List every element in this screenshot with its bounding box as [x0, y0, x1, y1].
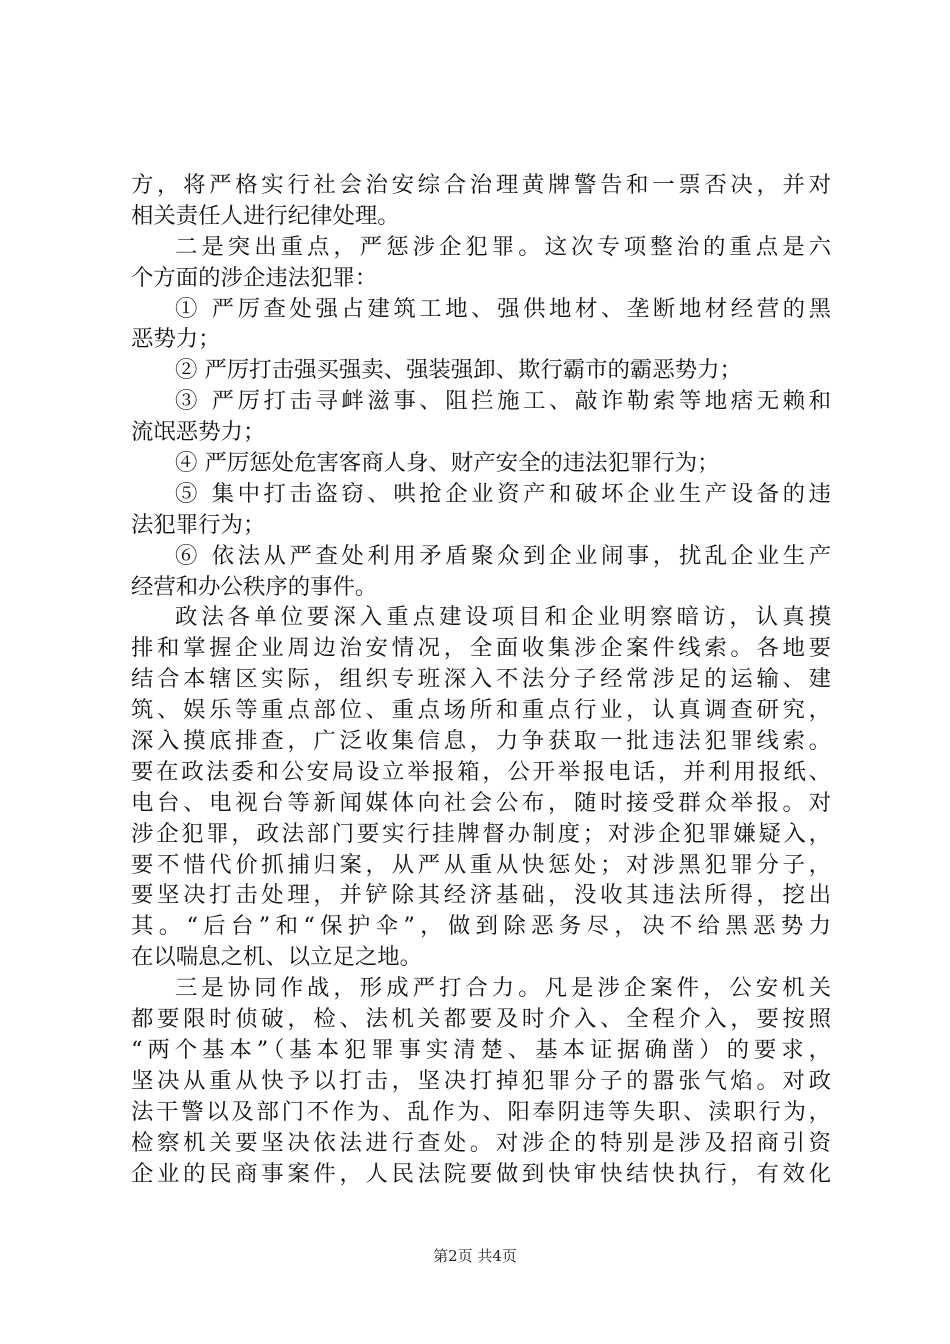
- text-line: 法干警以及部门不作为、乱作为、阳奉阴违等失职、渎职行为，: [131, 1098, 831, 1125]
- text-line: 其。“后台”和“保护伞”，做到除恶务尽，决不给黑恶势力: [131, 913, 831, 940]
- text-line: ⑥ 依法从严查处利用矛盾聚众到企业闹事，扰乱企业生产: [175, 542, 831, 569]
- text-line: 流氓恶势力；: [131, 419, 266, 446]
- text-line: 深入摸底排查，广泛收集信息，力争获取一批违法犯罪线索。: [131, 728, 831, 755]
- text-line: 个方面的涉企违法犯罪：: [131, 264, 378, 291]
- text-line: 政法各单位要深入重点建设项目和企业明察暗访，认真摸: [175, 604, 831, 631]
- text-line: 排和掌握企业周边治安情况，全面收集涉企案件线索。各地要: [131, 635, 831, 662]
- text-line: 二是突出重点，严惩涉企犯罪。这次专项整治的重点是六: [175, 233, 831, 260]
- text-line: 经营和办公秩序的事件。: [131, 573, 378, 600]
- text-line: 企业的民商事案件，人民法院要做到快审快结快执行，有效化: [131, 1160, 831, 1187]
- page-footer: 第2页 共4页: [433, 1247, 517, 1265]
- text-line: 坚决从重从快予以打击，坚决打掉犯罪分子的嚣张气焰。对政: [131, 1067, 831, 1094]
- text-line: 要坚决打击处理，并铲除其经济基础，没收其违法所得，挖出: [131, 882, 831, 909]
- text-line: 恶势力；: [131, 326, 221, 353]
- text-line: ③ 严厉打击寻衅滋事、阻拦施工、敲诈勒索等地痞无赖和: [175, 388, 831, 415]
- text-line: ⑤ 集中打击盗窃、哄抢企业资产和破坏企业生产设备的违: [175, 480, 831, 507]
- text-line: ② 严厉打击强买强卖、强装强卸、欺行霸市的霸恶势力；: [175, 357, 742, 384]
- text-line: 都要限时侦破，检、法机关都要及时介入、全程介入，要按照: [131, 1006, 831, 1033]
- text-line: 相关责任人进行纪律处理。: [131, 202, 400, 229]
- text-line: 方，将严格实行社会治安综合治理黄牌警告和一票否决，并对: [131, 172, 831, 198]
- text-line: 涉企犯罪，政法部门要实行挂牌督办制度；对涉企犯罪嫌疑入，: [131, 820, 831, 847]
- text-line: 在以喘息之机、以立足之地。: [131, 944, 423, 971]
- text-line: 法犯罪行为；: [131, 511, 266, 538]
- text-line: 结合本辖区实际，组织专班深入不法分子经常涉足的运输、建: [131, 666, 831, 693]
- text-line: ④ 严厉惩处危害客商人身、财产安全的违法犯罪行为；: [175, 450, 720, 477]
- text-line: “两个基本”（基本犯罪事实清楚、基本证据确凿）的要求，: [131, 1036, 831, 1063]
- body-text: [131, 170, 831, 1189]
- text-line: 电台、电视台等新闻媒体向社会公布，随时接受群众举报。对: [131, 789, 831, 816]
- text-line: 三是协同作战，形成严打合力。凡是涉企案件，公安机关: [175, 975, 831, 1002]
- text-line: 筑、娱乐等重点部位、重点场所和重点行业，认真调查研究，: [131, 697, 831, 724]
- text-line: ① 严厉查处强占建筑工地、强供地材、垄断地材经营的黑: [175, 295, 831, 322]
- text-line: 要在政法委和公安局设立举报箱，公开举报电话，并利用报纸、: [131, 758, 831, 785]
- text-line: 检察机关要坚决依法进行查处。对涉企的特别是涉及招商引资: [131, 1129, 831, 1156]
- text-line: 要不惜代价抓捕归案，从严从重从快惩处；对涉黑犯罪分子，: [131, 851, 831, 878]
